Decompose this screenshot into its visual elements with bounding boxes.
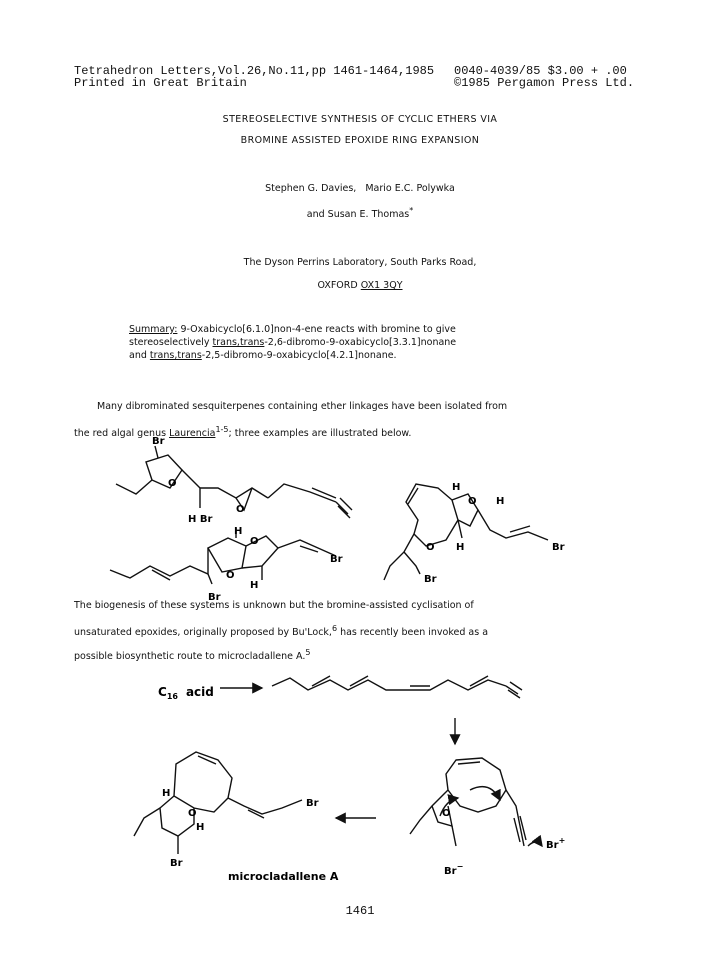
label-br-4: Br — [552, 542, 565, 553]
label-h-1: H — [234, 526, 243, 537]
copyright: ©1985 Pergamon Press Ltd. — [454, 76, 635, 90]
page-number: 1461 — [345, 904, 375, 918]
label-br-plus: Br+ — [546, 836, 566, 851]
label-o-3: O — [250, 536, 259, 547]
authors-line2: and Susan E. Thomas* — [306, 206, 414, 221]
label-o-8: O — [442, 808, 451, 819]
label-o-2: O — [236, 504, 245, 515]
printed-in: Printed in Great Britain — [74, 76, 247, 90]
label-h-2: H — [250, 580, 259, 591]
para2-line3: possible biosynthetic route to microcladallene A.$^5$ — [74, 648, 311, 663]
label-br-minus: Br− — [444, 862, 464, 877]
authors-line1: Stephen G. Davies, Mario E.C. Polywka — [265, 183, 455, 194]
affiliation-line2: OXFORD OX1 3QY — [317, 280, 403, 291]
label-br-6: Br — [170, 858, 183, 869]
microcladallene-label: microcladallene A — [228, 870, 339, 883]
summary-line3: and trans,trans-2,5-dibromo-9-oxabicyclo[4.2.1]nonane. — [129, 350, 397, 361]
summary-line1: Summary: 9-Oxabicyclo[6.1.0]non-4-ene reacts with bromine to give — [129, 324, 456, 335]
label-o-1: O — [168, 478, 177, 489]
label-h-4: H — [496, 496, 505, 507]
label-h-5: H — [456, 542, 465, 553]
label-o-5: O — [468, 496, 477, 507]
label-h-3: H — [452, 482, 461, 493]
label-br-5: Br — [424, 574, 437, 585]
issn-price: 0040-4039/85 $3.00 + .00 — [454, 64, 627, 78]
label-h-7: H — [196, 822, 205, 833]
para2-line2: unsaturated epoxides, originally proposed by Bu'Lock,$^6$ has recently been invoked as a — [74, 624, 489, 639]
label-h-6: H — [162, 788, 171, 799]
label-br-3: Br — [208, 592, 221, 603]
para2-line1: The biogenesis of these systems is unknown but the bromine-assisted cyclisation of — [74, 600, 474, 611]
label-br-7: Br — [306, 798, 319, 809]
label-br-2: Br — [330, 554, 343, 565]
para1-line1: Many dibrominated sesquiterpenes containing ether linkages have been isolated from — [97, 401, 508, 412]
summary-line2: stereoselectively trans,trans-2,6-dibromo-9-oxabicyclo[3.3.1]nonane — [129, 337, 457, 348]
c16-acid-label: $C_{16}$ acid — [158, 685, 214, 701]
journal-citation: Tetrahedron Letters,Vol.26,No.11,pp 1461-1464,1985 — [74, 64, 435, 78]
para1-line2: the red algal genus Laurencia$^{1-5}$; three examples are illustrated below. — [74, 425, 412, 440]
corresponding-mark: * — [409, 206, 414, 215]
label-br-1: Br — [152, 436, 165, 447]
label-hbr: H Br — [188, 514, 213, 525]
label-o-7: O — [188, 808, 197, 819]
paper-title-line2: BROMINE ASSISTED EPOXIDE RING EXPANSION — [240, 135, 480, 146]
label-o-6: O — [426, 542, 435, 553]
label-o-4: O — [226, 570, 235, 581]
paper-title-line1: STEREOSELECTIVE SYNTHESIS OF CYCLIC ETHERS VIA — [222, 114, 498, 125]
affiliation-line1: The Dyson Perrins Laboratory, South Parks Road, — [243, 257, 477, 268]
